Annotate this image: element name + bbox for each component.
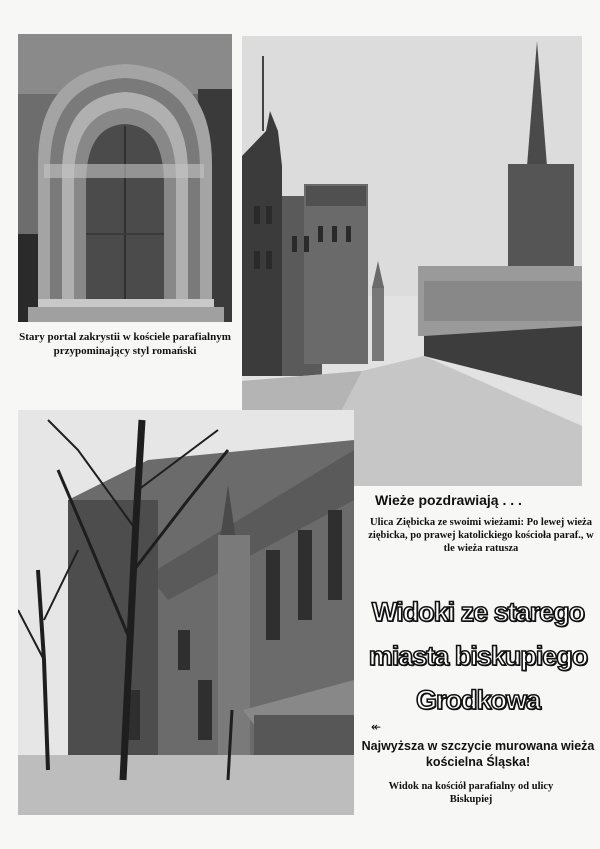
church-caption: Widok na kościół parafialny od ulicy Biskupiej bbox=[388, 781, 554, 805]
title-line-2: miasta biskupiego bbox=[368, 641, 588, 671]
title-line-3: Grodkowa bbox=[415, 685, 541, 715]
towers-heading: Wieże pozdrawiają . . . bbox=[375, 492, 522, 508]
portal-caption: Stary portal zakrystii w kościele parafialnym przypominający styl romański bbox=[19, 331, 231, 357]
title-line-1: Widoki ze starego bbox=[371, 597, 585, 627]
arrow-icon: ↞ bbox=[371, 720, 382, 734]
portal-image bbox=[18, 34, 232, 322]
church-image bbox=[18, 410, 354, 815]
street-caption: Ulica Ziębicka ze swoimi wieżami: Po lewej wieża ziębicka, po prawej katolickiego kościoła paraf., w tle wieża ratusza bbox=[368, 517, 594, 554]
highlight-text: Najwyższa w szczycie murowana wieża kościelna Śląska! bbox=[361, 739, 595, 769]
church-photo bbox=[18, 410, 354, 815]
portal-photo bbox=[18, 34, 232, 322]
page-title bbox=[360, 590, 596, 722]
